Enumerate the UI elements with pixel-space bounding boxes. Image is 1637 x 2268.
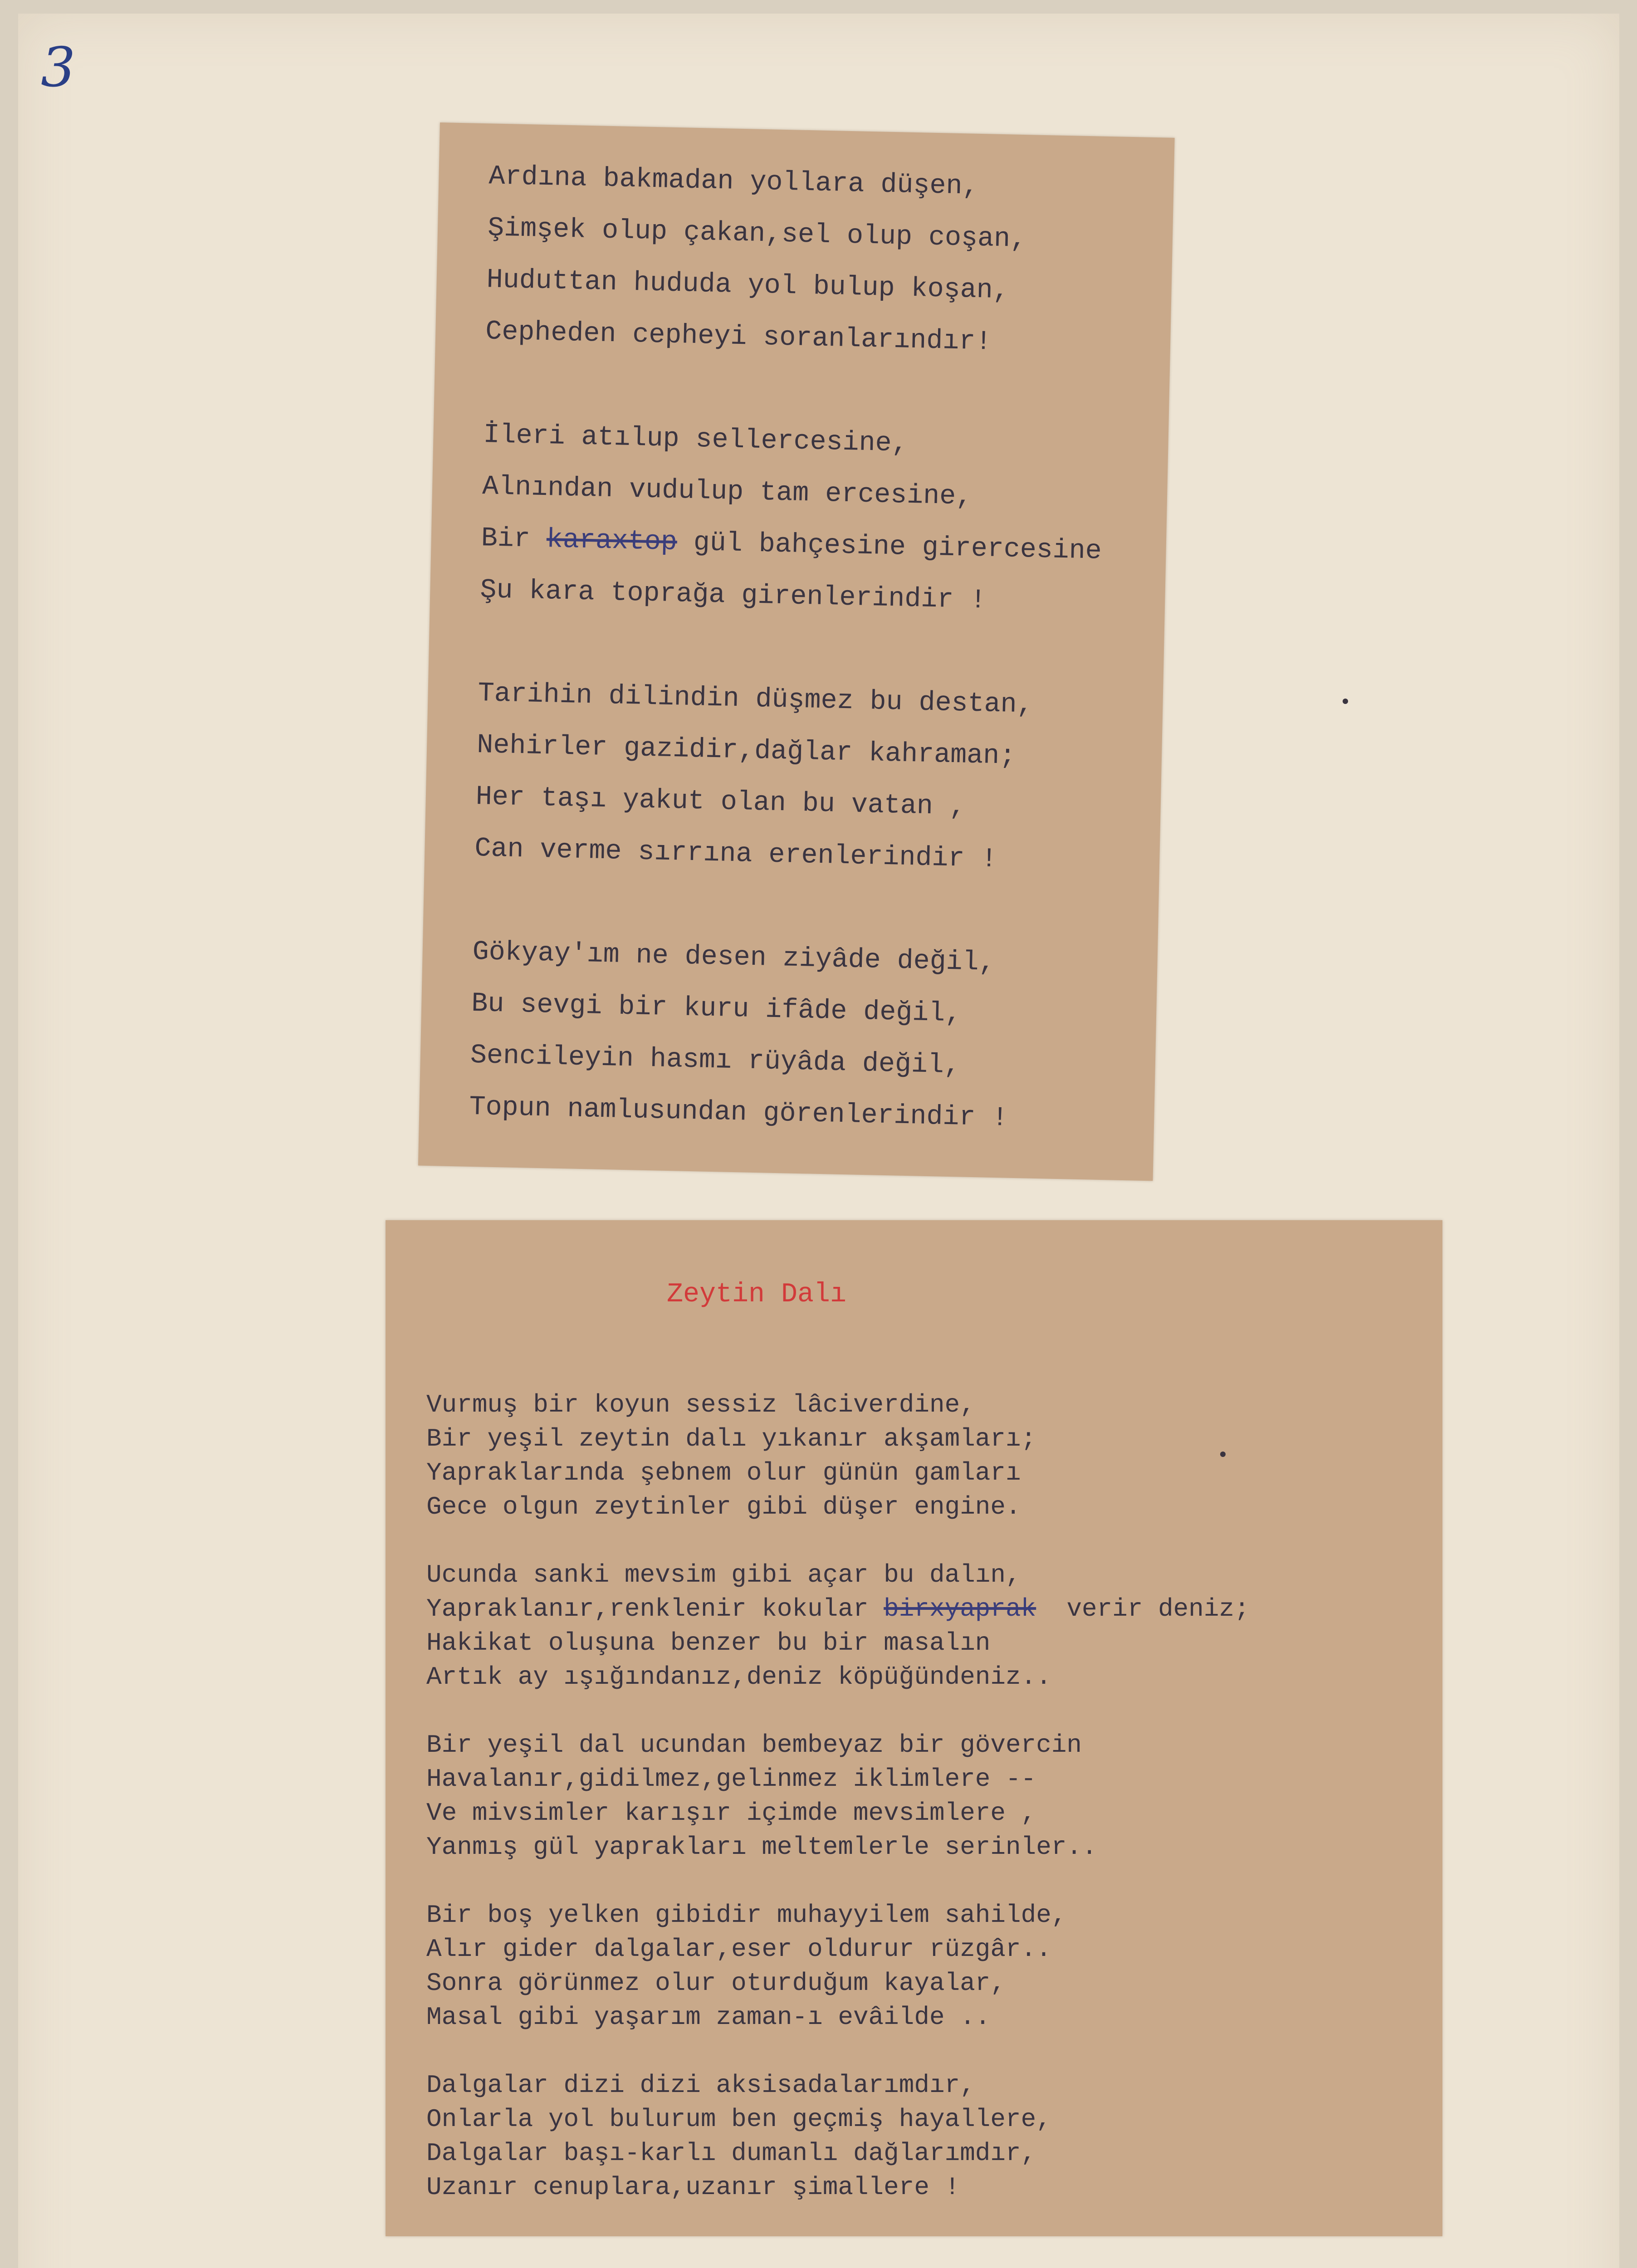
ink-dot [1220,1452,1226,1457]
top-poem-clipping [418,122,1175,1181]
poem-line: Şimşek olup çakan,sel olup coşan, [487,213,1027,255]
poem-line: Her taşı yakut olan bu vatan , [475,781,966,823]
poem-line: Can verme sırrına erenlerindir ! [474,833,998,875]
poem-title: Zeytin Dalı [667,1279,847,1310]
poem-line: İleri atılup sellercesine, [483,420,909,459]
struck-text: birxyaprak [884,1594,1036,1623]
poem-line: Topun namlusundan görenlerindir ! [469,1091,1009,1134]
poem-line: Ve mivsimler karışır içimde mevsimlere , [426,1799,1036,1828]
poem-line: Cepheden cepheyi soranlarındır! [485,316,992,358]
poem-line: Nehirler gazidir,dağlar kahraman; [476,730,1016,772]
page-number: 3 [41,36,76,99]
poem-line: Vurmuş bir koyun sessiz lâciverdine, [426,1390,975,1419]
stanza-break [426,1524,1250,1558]
struck-text: karaxtop [546,524,678,558]
poem-line: Bir yeşil dal ucundan bembeyaz bir gövercin [426,1730,1082,1760]
poem-line: Yanmış gül yaprakları meltemlerle serinler.. [426,1833,1097,1862]
stanza-break [426,1694,1250,1728]
poem-line: Uzanır cenuplara,uzanır şimallere ! [426,2173,960,2202]
poem-line: Havalanır,gidilmez,gelinmez iklimlere -- [426,1765,1036,1794]
stanza-break [426,2034,1250,2068]
poem-line: Bir karaxtop gül bahçesine girercesine [481,523,1102,567]
poem-line: Sonra görünmez olur oturduğum kayalar, [426,1969,1006,1998]
poem-line: Yapraklanır,renklenir kokular birxyaprak verir deniz; [426,1594,1250,1623]
poem-line: Gökyay'ım ne desen ziyâde değil, [472,936,996,979]
poem-line: Şu kara toprağa girenlerindir ! [479,575,987,616]
poem-line: Yapraklarında şebnem olur günün gamları [426,1458,1021,1487]
bottom-poem-text [426,1388,1250,2204]
ink-dot [1343,699,1348,704]
bottom-poem-clipping [386,1220,1442,2236]
paper-sheet [18,14,1619,2268]
poem-line: Alnından vudulup tam ercesine, [482,471,972,513]
poem-line: Dalgalar başı-karlı dumanlı dağlarımdır, [426,2139,1036,2168]
poem-line: Masal gibi yaşarım zaman-ı evâilde .. [426,2003,991,2032]
poem-line: Tarihin dilindin düşmez bu destan, [477,678,1034,721]
poem-line: Ucunda sanki mevsim gibi açar bu dalın, [426,1560,1021,1589]
poem-line: Hakikat oluşuna benzer bu bir masalın [426,1628,991,1657]
poem-line: Bir yeşil zeytin dalı yıkanır akşamları; [426,1424,1036,1453]
poem-line: Ardına bakmadan yollara düşen, [488,161,979,202]
poem-line: Bu sevgi bir kuru ifâde değil, [471,988,962,1030]
poem-line: Artık ay ışığındanız,deniz köpüğündeniz.. [426,1662,1051,1691]
top-poem-text [469,151,1109,1146]
poem-line: Onlarla yol bulurum ben geçmiş hayallere, [426,2105,1051,2134]
poem-line: Huduttan hududa yol bulup koşan, [486,264,1010,307]
poem-line: Gece olgun zeytinler gibi düşer engine. [426,1492,1021,1521]
stanza-break [426,1864,1250,1898]
poem-line: Sencileyin hasmı rüyâda değil, [470,1040,961,1081]
poem-line: Dalgalar dizi dizi aksisadalarımdır, [426,2071,975,2100]
poem-line: Alır gider dalgalar,eser oldurur rüzgâr.. [426,1935,1051,1964]
poem-line: Bir boş yelken gibidir muhayyilem sahilde, [426,1901,1067,1930]
